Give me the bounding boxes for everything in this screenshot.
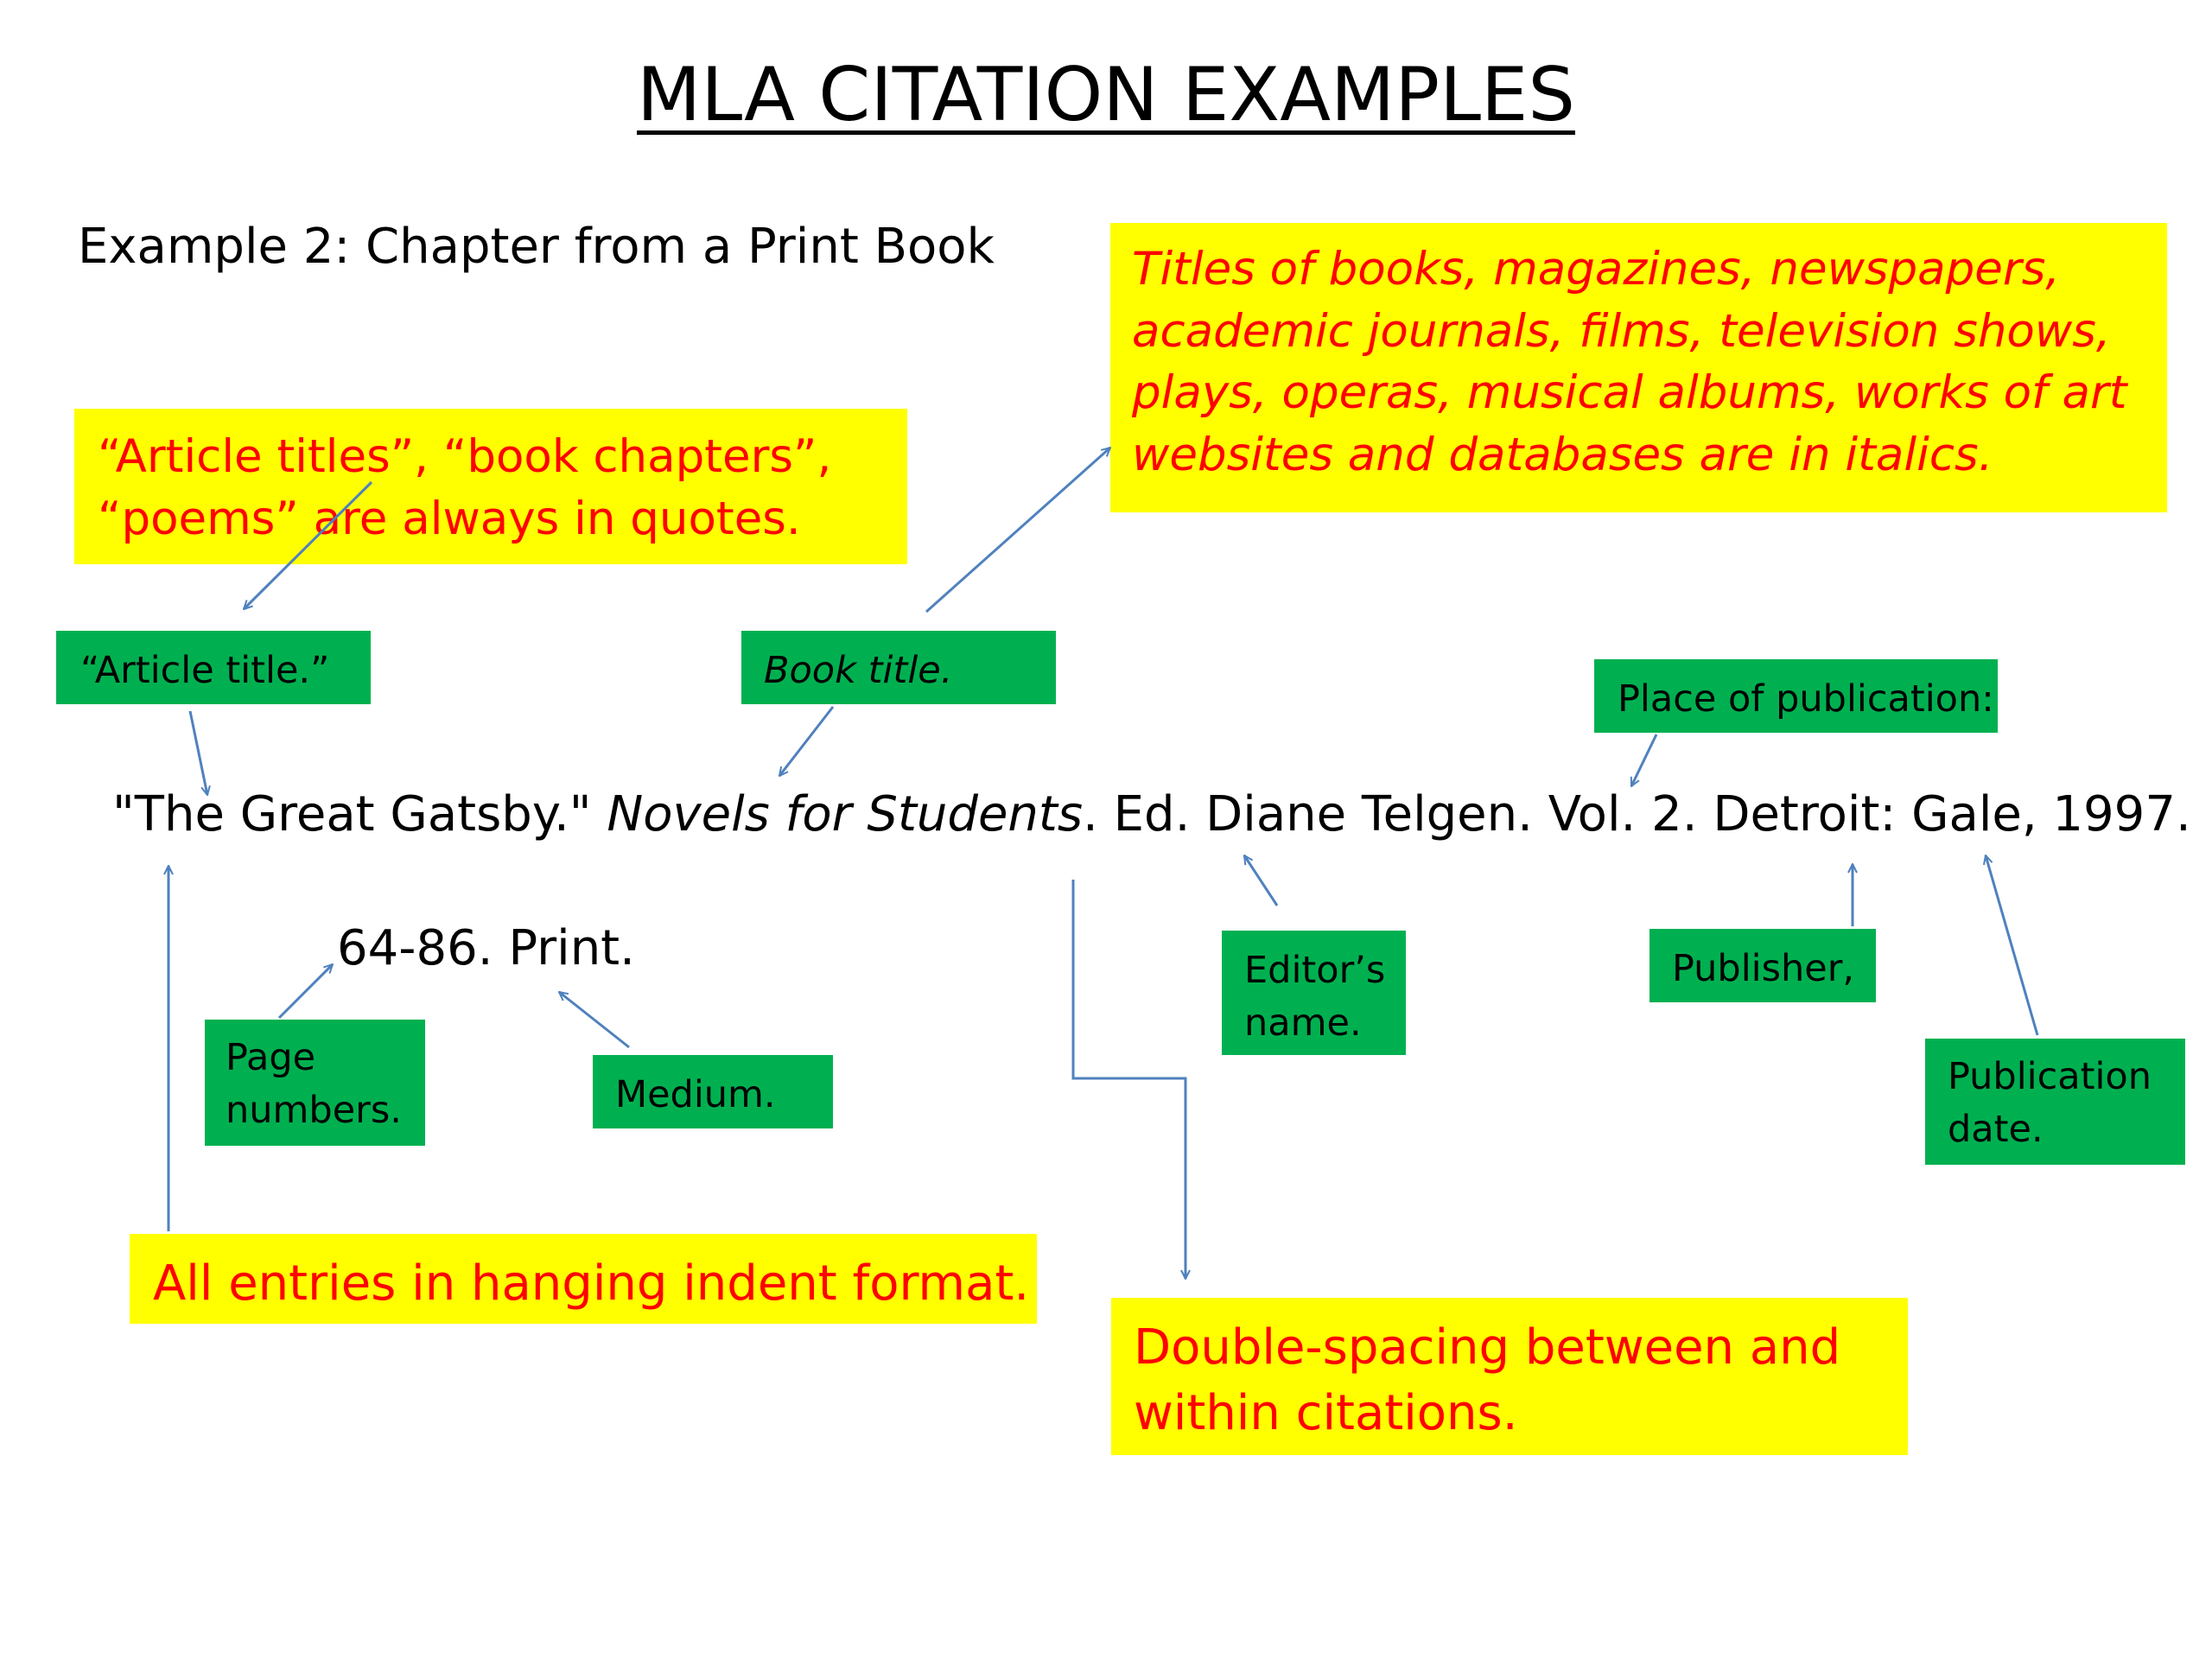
italics-rule-line-2: academic journals, films, television shows, <box>1132 304 2111 358</box>
arrow-book-label-to-italics-callout <box>926 448 1110 612</box>
slide-title: MLA CITATION EXAMPLES <box>637 52 1575 138</box>
citation-rest-part: . Ed. Diane Telgen. Vol. 2. Detroit: Gale, 1997. <box>1083 786 2191 842</box>
quotes-rule-line-2: “poems” are always in quotes. <box>98 492 801 545</box>
double-spacing-line-1: Double-spacing between and <box>1134 1319 1841 1376</box>
citation-book-part: Novels for Students <box>607 786 1084 842</box>
place-of-publication-label: Place of publication: <box>1594 659 1998 733</box>
italics-rule-line-1: Titles of books, magazines, newspapers, <box>1132 243 2061 296</box>
citation-article-part: "The Great Gatsby." <box>112 786 607 842</box>
hanging-indent-callout: All entries in hanging indent format. <box>130 1234 1037 1324</box>
double-spacing-line-2: within citations. <box>1134 1384 1518 1441</box>
medium-label: Medium. <box>593 1055 833 1128</box>
arrow-article-label-to-citation <box>190 711 207 795</box>
article-title-label: “Article title.” <box>56 631 371 704</box>
book-title-label: Book title. <box>741 631 1056 704</box>
italics-rule-line-3: plays, operas, musical albums, works of art <box>1132 366 2127 420</box>
arrow-book-label-to-citation <box>779 707 833 776</box>
citation-line <box>112 786 2191 842</box>
editor-name-label: Editor’s name. <box>1222 931 1406 1055</box>
arrow-editor-label-to-citation <box>1244 855 1277 906</box>
quotes-rule-callout <box>74 409 907 564</box>
arrow-medium-label-to-print <box>559 992 629 1047</box>
page-numbers-label: Page numbers. <box>205 1020 425 1146</box>
example-subtitle: Example 2: Chapter from a Print Book <box>78 219 995 275</box>
arrow-date-label-to-citation <box>1986 855 2037 1035</box>
arrow-place-label-to-citation <box>1631 734 1656 786</box>
arrow-double-spacing-elbow <box>1073 880 1185 1279</box>
double-spacing-callout <box>1111 1298 1908 1455</box>
citation-continuation: 64-86. Print. <box>337 920 635 976</box>
publication-date-label: Publication date. <box>1925 1039 2185 1165</box>
quotes-rule-line-1: “Article titles”, “book chapters”, <box>98 430 832 483</box>
publisher-label: Publisher, <box>1649 929 1876 1002</box>
italics-rule-callout <box>1110 223 2167 512</box>
arrow-page-label-to-numbers <box>279 964 333 1018</box>
italics-rule-line-4: websites and databases are in italics. <box>1132 428 1993 481</box>
